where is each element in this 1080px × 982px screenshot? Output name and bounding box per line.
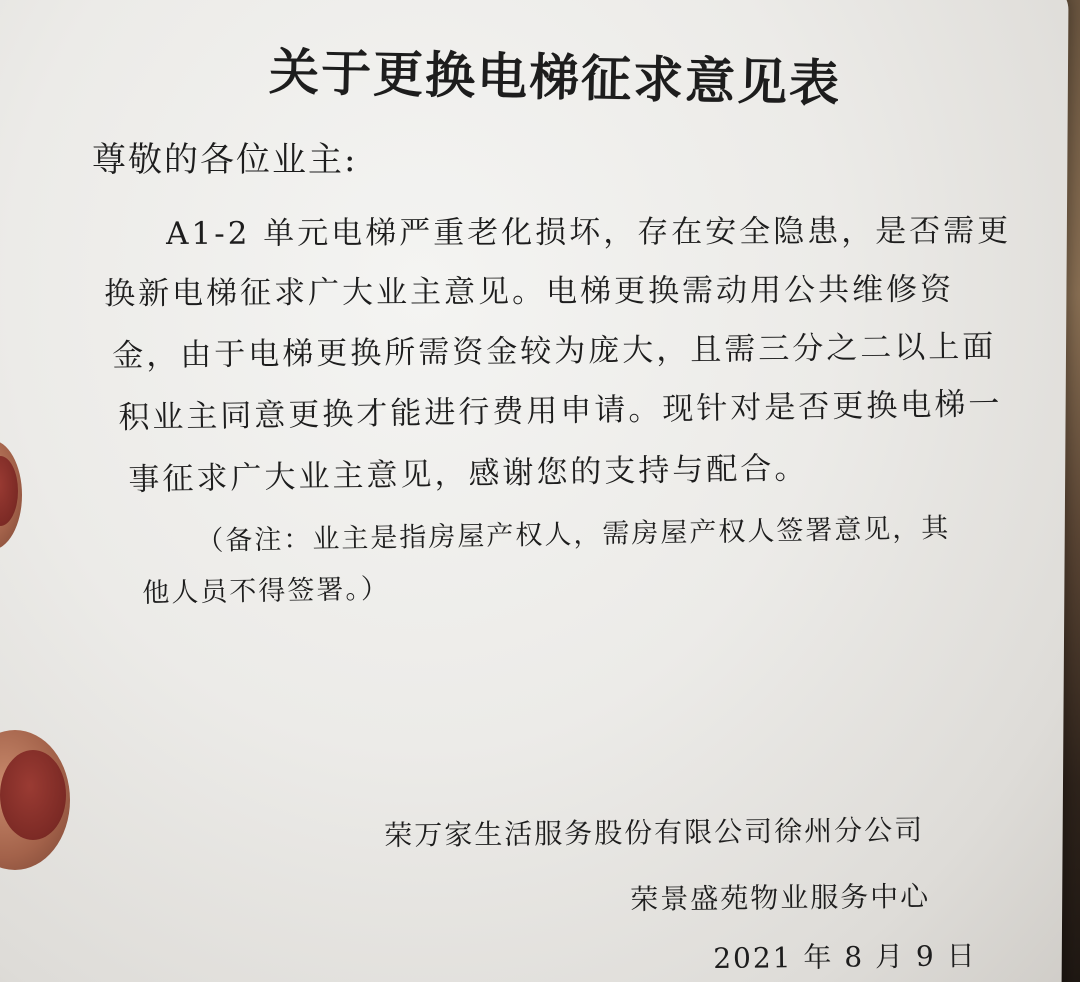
body-line: A1-2 单元电梯严重老化损坏，存在安全隐患，是否需更	[166, 213, 1012, 252]
document-title: 关于更换电梯征求意见表	[268, 41, 842, 113]
note-line: （备注：业主是指房屋产权人，需房屋产权人签署意见，其	[196, 512, 951, 557]
signature-date: 2021 年 8 月 9 日	[713, 939, 977, 975]
fingernail	[0, 750, 66, 840]
body-line: 金，由于电梯更换所需资金较为庞大，且需三分之二以上面	[112, 328, 997, 374]
signature-center: 荣景盛苑物业服务中心	[630, 879, 931, 916]
body-line: 换新电梯征求广大业主意见。电梯更换需动用公共维修资	[104, 271, 955, 312]
note-line: 他人员不得签署。）	[142, 573, 391, 609]
body-line: 事征求广大业主意见，感谢您的支持与配合。	[128, 450, 809, 498]
salutation: 尊敬的各位业主:	[92, 140, 358, 180]
signature-company: 荣万家生活服务股份有限公司徐州分公司	[384, 813, 925, 852]
body-line: 积业主同意更换才能进行费用申请。现针对是否更换电梯一	[118, 386, 1003, 436]
